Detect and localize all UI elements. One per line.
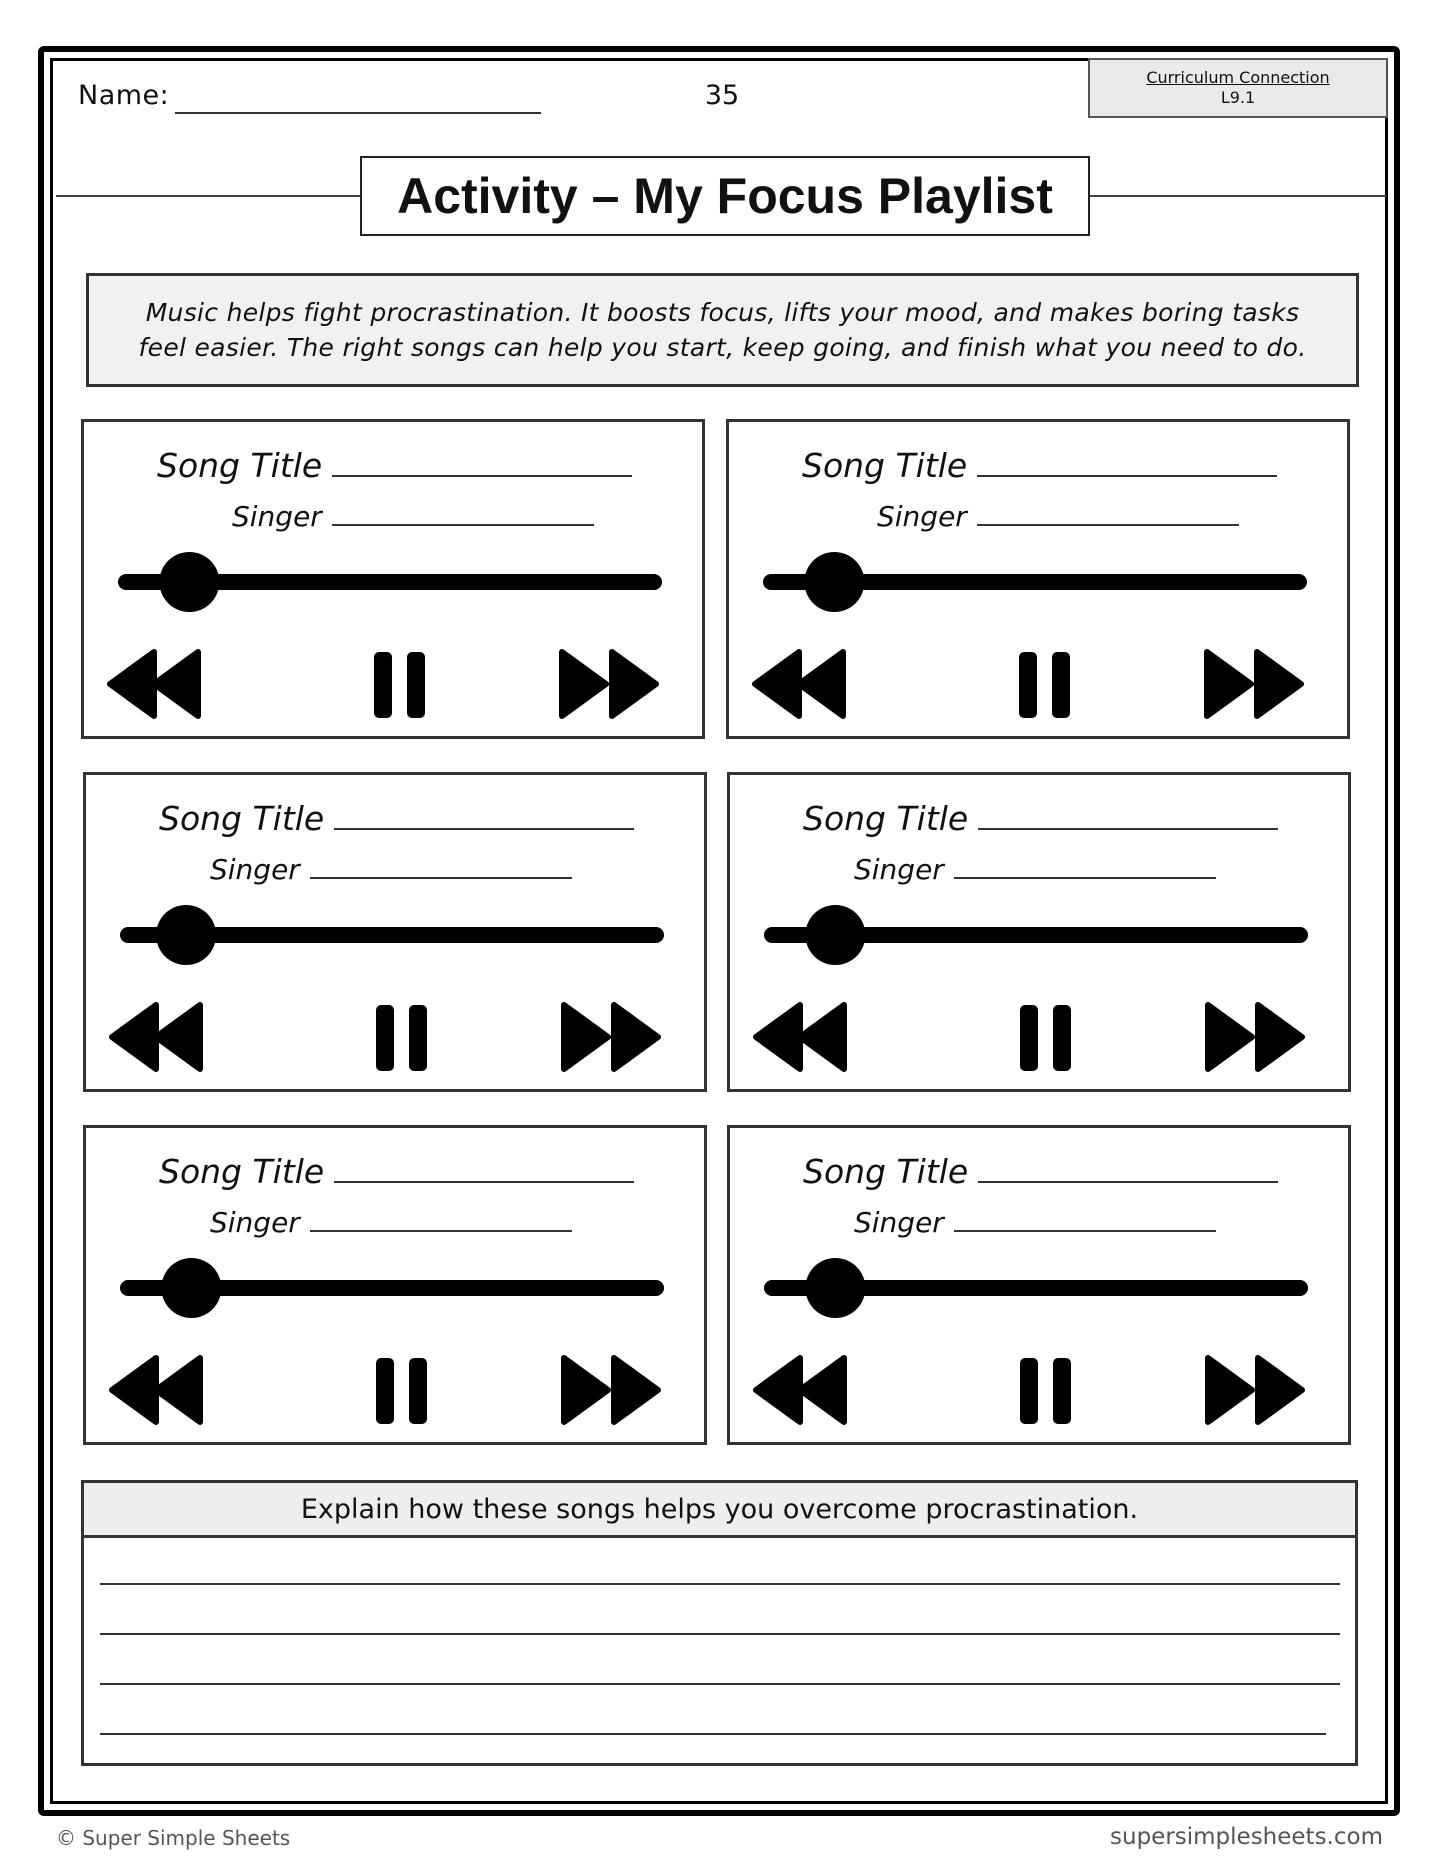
curriculum-connection-box [1088, 58, 1388, 118]
singer-label: Singer [877, 500, 967, 533]
writing-line[interactable] [100, 1633, 1340, 1635]
page-title: Activity – My Focus Playlist [397, 168, 1053, 224]
curriculum-code: L9.1 [1220, 88, 1256, 107]
player-controls [86, 1128, 704, 1442]
pause-icon[interactable] [1020, 1358, 1071, 1424]
fast-forward-icon[interactable] [1208, 1358, 1302, 1422]
song-title-label: Song Title [159, 1152, 325, 1191]
progress-knob[interactable] [805, 905, 865, 965]
name-label: Name: [78, 80, 170, 111]
singer-label: Singer [210, 1206, 300, 1239]
player-controls [86, 775, 704, 1089]
player-controls [730, 1128, 1348, 1442]
singer-label: Singer [232, 500, 322, 533]
rewind-icon[interactable] [112, 1005, 200, 1069]
song-card [83, 1125, 707, 1445]
player-controls [730, 775, 1348, 1089]
progress-knob[interactable] [156, 905, 216, 965]
rewind-icon[interactable] [110, 652, 198, 716]
song-title-label: Song Title [803, 799, 969, 838]
explain-prompt: Explain how these songs helps you overcome procrastination. [84, 1483, 1355, 1538]
song-title-label: Song Title [803, 1152, 969, 1191]
writing-line[interactable] [100, 1733, 1326, 1735]
song-card [727, 772, 1351, 1092]
rewind-icon[interactable] [756, 1005, 844, 1069]
progress-knob[interactable] [805, 1258, 865, 1318]
progress-knob[interactable] [161, 1258, 221, 1318]
pause-icon[interactable] [376, 1005, 427, 1071]
footer-website[interactable]: supersimplesheets.com [1110, 1824, 1383, 1850]
player-controls [729, 422, 1347, 736]
writing-line[interactable] [100, 1583, 1340, 1585]
explain-box [81, 1480, 1358, 1766]
song-card [726, 419, 1350, 739]
fast-forward-icon[interactable] [564, 1358, 658, 1422]
rewind-icon[interactable] [112, 1358, 200, 1422]
page-number: 35 [704, 80, 740, 111]
fast-forward-icon[interactable] [564, 1005, 658, 1069]
player-controls [84, 422, 702, 736]
song-card [83, 772, 707, 1092]
fast-forward-icon[interactable] [562, 652, 656, 716]
singer-label: Singer [854, 1206, 944, 1239]
intro-text: Music helps fight procrastination. It boosts focus, lifts your mood, and makes boring tasks feel easier. The right songs can help you start, keep going, and finish what you need to do. [138, 298, 1307, 362]
song-card [81, 419, 705, 739]
curriculum-title: Curriculum Connection [1146, 68, 1330, 87]
progress-knob[interactable] [159, 552, 219, 612]
song-card [727, 1125, 1351, 1445]
rewind-icon[interactable] [756, 1358, 844, 1422]
rewind-icon[interactable] [755, 652, 843, 716]
title-box [360, 156, 1090, 236]
singer-label: Singer [210, 853, 300, 886]
fast-forward-icon[interactable] [1207, 652, 1301, 716]
pause-icon[interactable] [1019, 652, 1070, 718]
fast-forward-icon[interactable] [1208, 1005, 1302, 1069]
pause-icon[interactable] [376, 1358, 427, 1424]
footer-copyright: © Super Simple Sheets [56, 1826, 291, 1850]
pause-icon[interactable] [374, 652, 425, 718]
intro-box [86, 273, 1359, 387]
song-title-label: Song Title [802, 446, 968, 485]
writing-line[interactable] [100, 1683, 1340, 1685]
name-input-line[interactable] [175, 112, 541, 114]
singer-label: Singer [854, 853, 944, 886]
song-title-label: Song Title [157, 446, 323, 485]
pause-icon[interactable] [1020, 1005, 1071, 1071]
song-title-label: Song Title [159, 799, 325, 838]
progress-knob[interactable] [804, 552, 864, 612]
